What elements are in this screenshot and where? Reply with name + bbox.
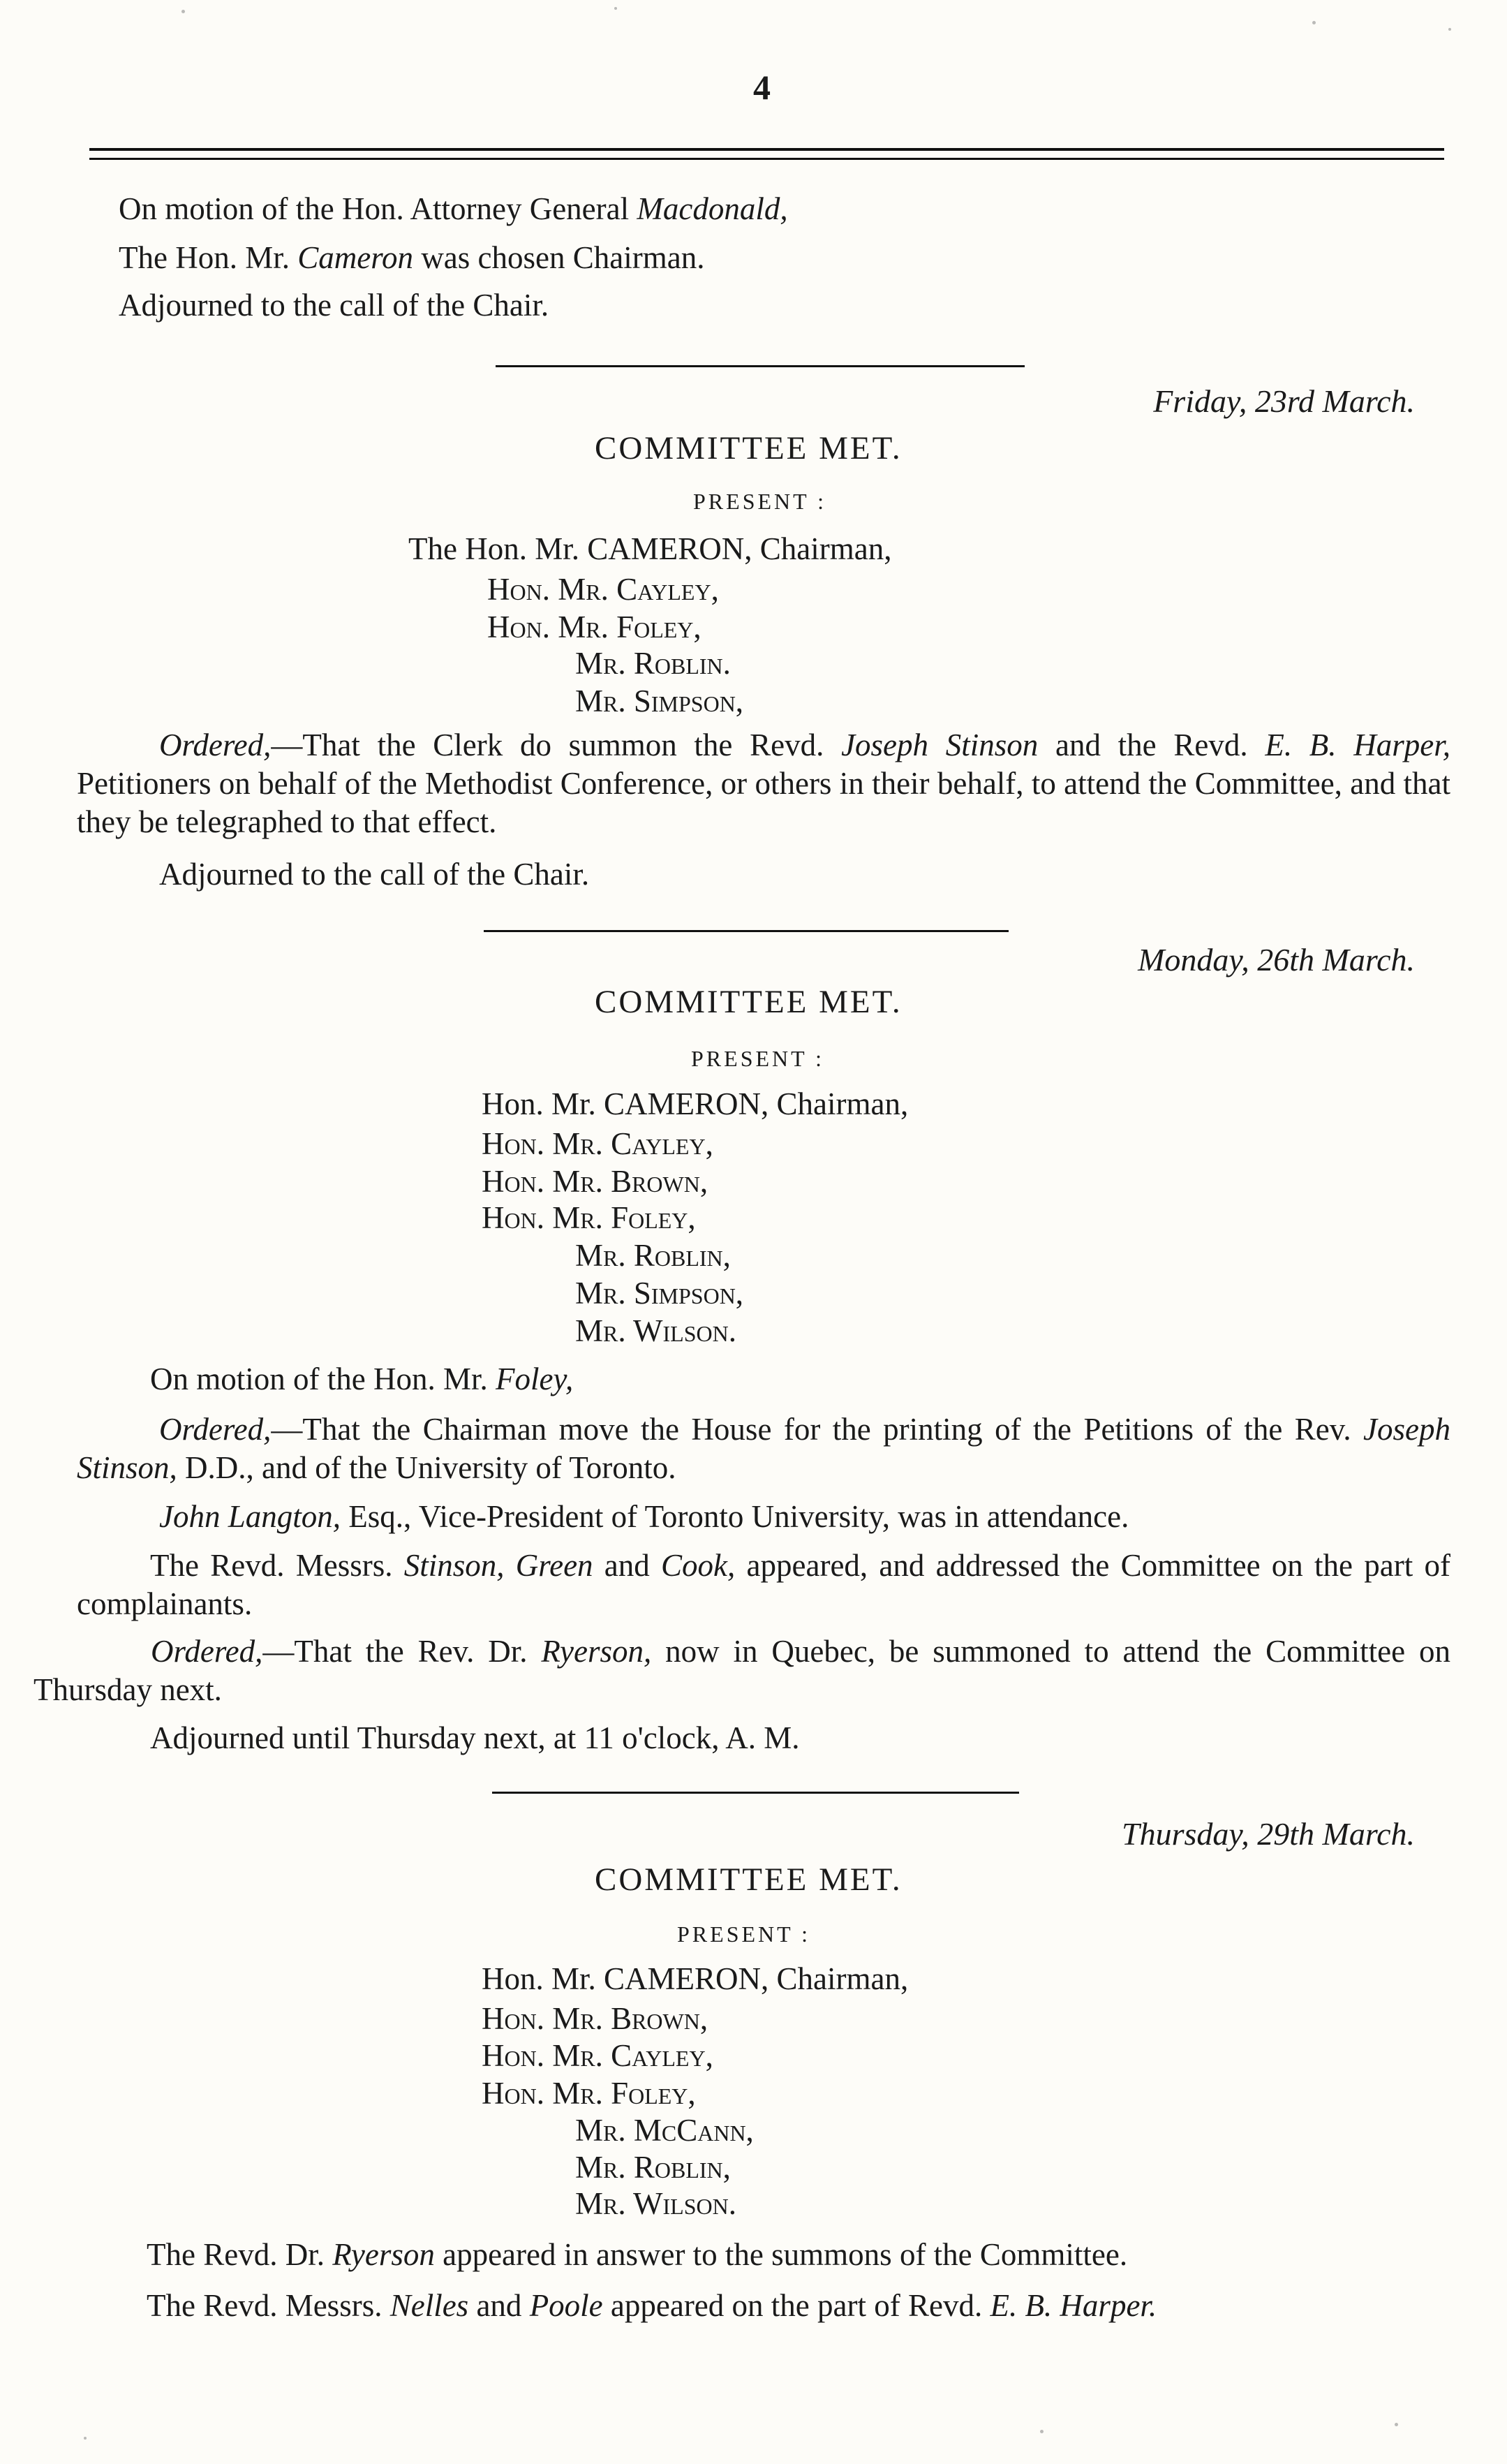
- person-name: Foley,: [495, 1362, 574, 1396]
- scan-speck: [1040, 2430, 1044, 2433]
- member-entry: Hon. Mr. Cayley,: [482, 2038, 713, 2073]
- member-entry: [408, 531, 891, 567]
- order-text: now in Quebec, be summoned to attend the Committee on Thursday next.: [34, 1634, 1450, 1707]
- appearance-text: appeared, and addressed the Committee on the part of complainants.: [77, 1548, 1450, 1621]
- member-name: Hon. Mr. CAMERON, Chairman,: [482, 1086, 909, 1121]
- order-text: and the Revd.: [1038, 728, 1265, 762]
- order-text: D.D., and of the University of Toronto.: [177, 1450, 676, 1485]
- ordered-label: Ordered,: [159, 1412, 272, 1447]
- appearance-paragraph: [77, 1547, 1450, 1623]
- person-name: E. B. Harper,: [1265, 728, 1450, 762]
- person-name: E. B. Harper.: [990, 2288, 1157, 2323]
- scan-speck: [181, 10, 185, 13]
- section-divider: [496, 365, 1025, 367]
- section-divider: [484, 930, 1009, 932]
- scan-speck: [1312, 21, 1316, 24]
- ordered-label: Ordered,: [151, 1634, 263, 1669]
- section-divider: [492, 1792, 1019, 1794]
- appearance-text: The Revd. Dr.: [147, 2237, 333, 2272]
- motion-text: On motion of the Hon. Mr.: [150, 1362, 496, 1396]
- person-name: Ryerson,: [541, 1634, 652, 1669]
- appearance-line: [147, 2236, 1127, 2274]
- motion-line: [150, 1360, 573, 1399]
- person-name: John Langton,: [159, 1499, 341, 1534]
- member-name: The Hon. Mr. CAMERON, Chairman,: [408, 531, 892, 566]
- member-entry: Mr. Wilson.: [575, 2186, 736, 2221]
- order-paragraph: [77, 726, 1450, 841]
- adjourned-line: Adjourned until Thursday next, at 11 o'clock, A. M.: [150, 1720, 800, 1755]
- order-text: —That the Rev. Dr.: [262, 1634, 542, 1669]
- appearance-text: and: [593, 1548, 662, 1583]
- member-entry: [482, 1961, 908, 1997]
- attendance-text: Esq., Vice-President of Toronto University, was in attendance.: [341, 1499, 1129, 1534]
- person-name: Stinson, Green: [403, 1548, 593, 1583]
- member-entry: Mr. Roblin,: [575, 2150, 731, 2185]
- meeting-heading: COMMITTEE MET.: [595, 430, 903, 466]
- member-entry: Hon. Mr. Brown,: [482, 2001, 708, 2036]
- present-label: PRESENT :: [691, 1046, 824, 1071]
- member-entry: Hon. Mr. Foley,: [482, 1200, 696, 1235]
- member-name: Hon. Mr. CAMERON, Chairman,: [482, 1961, 909, 1996]
- intro-line-1: [119, 190, 788, 228]
- member-entry: Mr. Wilson.: [575, 1313, 736, 1348]
- person-name: Poole: [529, 2288, 603, 2323]
- order-text: Petitioners on behalf of the Methodist Conference, or others in their behalf, to attend the Committee, and that they be telegraphed to that effect.: [77, 766, 1450, 839]
- order-paragraph: [34, 1632, 1450, 1709]
- member-entry: Hon. Mr. Brown,: [482, 1164, 708, 1199]
- person-name: Joseph Stinson: [841, 728, 1039, 762]
- adjourned-line: Adjourned to the call of the Chair.: [159, 857, 590, 892]
- member-entry: [482, 1086, 908, 1122]
- person-name: Cameron: [297, 240, 414, 275]
- member-entry: Mr. Simpson,: [575, 1276, 744, 1311]
- meeting-date: Thursday, 29th March.: [1122, 1816, 1415, 1852]
- appearance-text: and: [468, 2288, 530, 2323]
- scan-speck: [1448, 28, 1451, 31]
- member-entry: Hon. Mr. Foley,: [487, 610, 701, 644]
- meeting-heading: COMMITTEE MET.: [595, 984, 903, 1020]
- member-entry: Hon. Mr. Foley,: [482, 2076, 696, 2111]
- scan-speck: [84, 2437, 87, 2440]
- intro-line-3: Adjourned to the call of the Chair.: [119, 288, 549, 323]
- intro-text: The Hon. Mr.: [119, 240, 298, 275]
- person-name: Macdonald,: [637, 191, 788, 226]
- member-entry: Mr. Roblin.: [575, 646, 731, 681]
- attendance-line: [159, 1498, 1129, 1536]
- present-label: PRESENT :: [693, 489, 826, 514]
- intro-text: On motion of the Hon. Attorney General: [119, 191, 637, 226]
- order-text: —That the Chairman move the House for the printing of the Petitions of the Rev.: [271, 1412, 1364, 1447]
- meeting-heading: COMMITTEE MET.: [595, 1861, 903, 1898]
- person-name: Joseph Stinson,: [77, 1412, 1450, 1485]
- appearance-text: The Revd. Messrs.: [147, 2288, 390, 2323]
- appearance-text: appeared in answer to the summons of the Committee.: [434, 2237, 1128, 2272]
- present-label: PRESENT :: [677, 1921, 810, 1947]
- ordered-label: Ordered,: [159, 728, 272, 762]
- header-double-rule: [89, 148, 1444, 160]
- person-name: Cook,: [661, 1548, 736, 1583]
- person-name: Nelles: [389, 2288, 469, 2323]
- member-entry: Mr. Roblin,: [575, 1238, 731, 1273]
- member-entry: Mr. Simpson,: [575, 684, 744, 718]
- order-text: —That the Clerk do summon the Revd.: [271, 728, 842, 762]
- order-paragraph: [77, 1410, 1450, 1487]
- intro-text: was chosen Chairman.: [413, 240, 705, 275]
- scan-speck: [1395, 2423, 1398, 2426]
- person-name: Ryerson: [332, 2237, 435, 2272]
- page-number: 4: [753, 68, 771, 107]
- scan-speck: [614, 7, 617, 10]
- member-entry: Mr. McCann,: [575, 2113, 754, 2148]
- meeting-date: Monday, 26th March.: [1138, 942, 1415, 978]
- appearance-text: appeared on the part of Revd.: [602, 2288, 990, 2323]
- member-entry: Hon. Mr. Cayley,: [487, 572, 719, 607]
- intro-line-2: [119, 239, 704, 277]
- member-entry: Hon. Mr. Cayley,: [482, 1126, 713, 1161]
- appearance-text: The Revd. Messrs.: [150, 1548, 404, 1583]
- meeting-date: Friday, 23rd March.: [1153, 383, 1415, 419]
- appearance-line: [147, 2287, 1157, 2325]
